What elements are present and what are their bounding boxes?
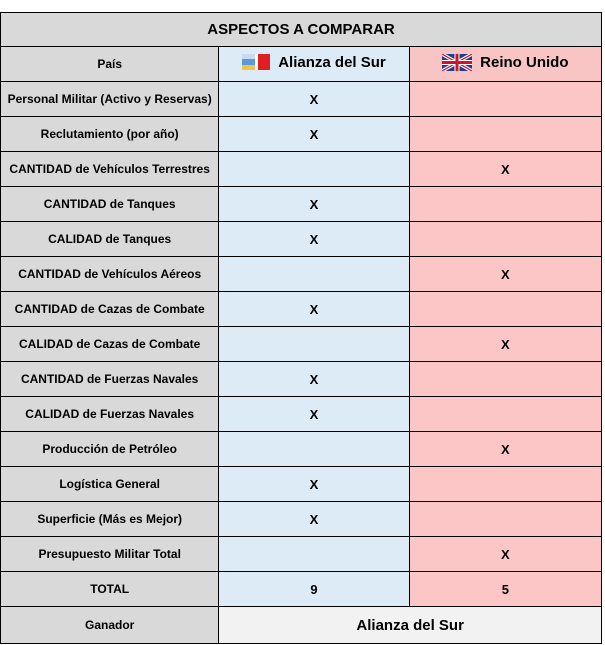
table-row [1,397,602,432]
aspect-label: CALIDAD de Tanques [1,222,219,257]
total-country-b: 5 [409,572,601,607]
total-country-a: 9 [219,572,409,607]
aspect-label: Reclutamiento (por año) [1,117,219,152]
united-kingdom-flag-icon [442,54,472,71]
country-a-mark [219,327,409,362]
total-row [1,572,602,607]
country-a-mark: X [219,397,409,432]
table-title: ASPECTOS A COMPARAR [1,13,602,47]
country-a-mark [219,432,409,467]
total-label: TOTAL [1,572,219,607]
country-a-name: Alianza del Sur [278,53,386,71]
country-a-header [219,47,409,82]
table-row [1,327,602,362]
country-b-mark: X [409,327,601,362]
country-b-name: Reino Unido [480,53,569,71]
table-row [1,257,602,292]
aspect-label: CALIDAD de Cazas de Combate [1,327,219,362]
aspect-label: CANTIDAD de Vehículos Terrestres [1,152,219,187]
country-b-mark [409,82,601,117]
aspect-label: Presupuesto Militar Total [1,537,219,572]
aspect-label: CANTIDAD de Fuerzas Navales [1,362,219,397]
aspect-label: Personal Militar (Activo y Reservas) [1,82,219,117]
country-b-mark [409,362,601,397]
country-a-mark: X [219,292,409,327]
table-row [1,502,602,537]
table-row [1,117,602,152]
table-row [1,467,602,502]
country-b-mark [409,117,601,152]
country-a-mark: X [219,222,409,257]
table-row [1,432,602,467]
table-row [1,222,602,257]
country-b-mark: X [409,152,601,187]
country-b-mark: X [409,257,601,292]
country-a-mark [219,152,409,187]
aspect-label: CANTIDAD de Cazas de Combate [1,292,219,327]
winner-label: Ganador [1,607,219,644]
table-row [1,152,602,187]
country-a-mark: X [219,362,409,397]
country-a-mark: X [219,467,409,502]
aspect-label: CANTIDAD de Vehículos Aéreos [1,257,219,292]
country-a-mark [219,257,409,292]
winner-row [1,607,602,644]
table-row [1,362,602,397]
aspect-label: Producción de Petróleo [1,432,219,467]
title-row [1,13,602,47]
table-row [1,292,602,327]
winner-value: Alianza del Sur [219,607,602,644]
alianza-del-sur-flag-icon [242,54,270,70]
table-row [1,82,602,117]
country-b-mark [409,397,601,432]
comparison-table [0,12,602,644]
country-b-mark [409,222,601,257]
table-row [1,187,602,222]
country-a-mark: X [219,82,409,117]
country-a-mark [219,537,409,572]
country-a-mark: X [219,502,409,537]
country-b-mark: X [409,432,601,467]
aspect-label: CALIDAD de Fuerzas Navales [1,397,219,432]
country-a-mark: X [219,117,409,152]
aspect-label: Superficie (Más es Mejor) [1,502,219,537]
table-row [1,537,602,572]
aspect-label: Logística General [1,467,219,502]
country-b-header [409,47,601,82]
country-b-mark [409,502,601,537]
country-a-mark: X [219,187,409,222]
country-b-mark [409,187,601,222]
country-b-mark [409,292,601,327]
country-label: País [1,47,219,82]
country-b-mark [409,467,601,502]
header-row [1,47,602,82]
aspect-label: CANTIDAD de Tanques [1,187,219,222]
country-b-mark: X [409,537,601,572]
